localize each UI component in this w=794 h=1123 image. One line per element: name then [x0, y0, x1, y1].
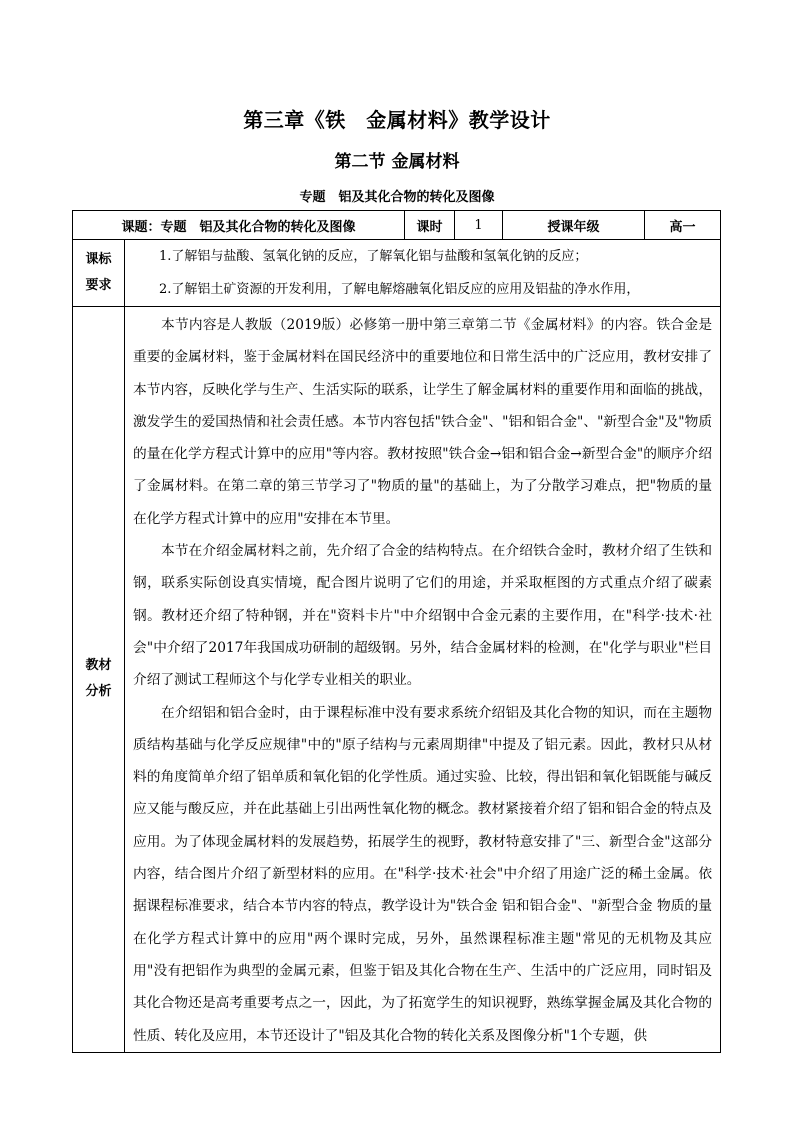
- analysis-paragraph-3: 在介绍铝和铝合金时，由于课程标准中没有要求系统介绍铝及其化合物的知识，而在主题物质结构基础与化学反应规律"中的"原子结构与元素周期律"中提及了铝元素。因此，教材只从材料的角度简单介绍了铝单质和氧化铝的化学性质。通过实验、比较，得出铝和氧化铝既能与碱反应又能与酸反应，并在此基础上引出两性氧化物的概念。教材紧接着介绍了铝和铝合金的特点及应用。为了体现金属材料的发展趋势，拓展学生的视野，教材特意安排了"三、新型合金"这部分内容，结合图片介绍了新型材料的应用。在"科学·技术·社会"中介绍了用途广泛的稀土金属。依据课程标准要求，结合本节内容的特点，教学设计为"铁合金 铝和铝合金"、"新型合金 物质的量在化学方程式计算中的应用"两个课时完成，另外，虽然课程标准主题"常见的无机物及其应用"没有把铝作为典型的金属元素，但鉴于铝及其化合物在生产、生活中的广泛应用，同时铝及其化合物还是高考重要考点之一，因此，为了拓宽学生的知识视野，熟练掌握金属及其化合物的性质、转化及应用，本节还设计了"铝及其化合物的转化关系及图像分析"1个专题，供: [133, 704, 713, 1044]
- requirements-label-cell: [73, 240, 125, 307]
- topic-label-cell: 课题：专题 铝及其化合物的转化及图像: [73, 211, 405, 240]
- period-label-cell: 课时: [405, 211, 455, 240]
- requirements-content-cell: [125, 240, 721, 307]
- requirements-label-line1: 课标: [85, 252, 112, 267]
- analysis-row: [73, 307, 721, 1053]
- grade-value-cell: 高一: [645, 211, 721, 240]
- section-title: 第二节 金属材料: [334, 152, 460, 172]
- grade-label-cell: 授课年级: [503, 211, 645, 240]
- topic-title: 专题 铝及其化合物的转化及图像: [299, 190, 495, 205]
- chapter-title: 第三章《铁 金属材料》教学设计: [243, 108, 551, 132]
- analysis-paragraph-1: 本节内容是人教版（2019版）必修第一册中第三章第二节《金属材料》的内容。铁合金是重要的金属材料，鉴于金属材料在国民经济中的重要地位和日常生活中的广泛应用，教材安排了本节内容，反映化学与生产、生活实际的联系，让学生了解金属材料的重要作用和面临的挑战，激发学生的爱国热情和社会责任感。本节内容包括"铁合金"、"铝和铝合金"、"新型合金"及"物质的量在化学方程式计算中的应用"等内容。教材按照"铁合金→铝和铝合金→新型合金"的顺序介绍了金属材料。在第二章的第三节学习了"物质的量"的基础上，为了分散学习难点，把"物质的量在化学方程式计算中的应用"安排在本节里。: [133, 317, 713, 527]
- analysis-label-line2: 分析: [85, 684, 112, 700]
- analysis-paragraph-2: 本节在介绍金属材料之前，先介绍了合金的结构特点。在介绍铁合金时，教材介绍了生铁和钢，联系实际创设真实情境，配合图片说明了它们的用途，并采取框图的方式重点介绍了碳素钢。教材还介绍了特种钢，并在"资料卡片"中介绍钢中合金元素的主要作用，在"科学·技术·社会"中介绍了2017年我国成功研制的超级钢。另外，结合金属材料的检测，在"化学与职业"栏目介绍了测试工程师这个与化学专业相关的职业。: [133, 543, 713, 689]
- analysis-label-line1: 教材: [85, 658, 112, 674]
- analysis-label-cell: [73, 307, 125, 1053]
- requirement-item-1: 1.了解铝与盐酸、氢氧化钠的反应，了解氧化铝与盐酸和氢氧化钠的反应；: [159, 249, 588, 264]
- requirements-row: [73, 240, 721, 307]
- period-value-cell: 1: [455, 211, 503, 240]
- requirement-item-2: 2.了解铝土矿资源的开发利用，了解电解熔融氧化铝反应的应用及铝盐的净水作用，: [159, 282, 640, 297]
- lesson-plan-table: [72, 210, 721, 1053]
- analysis-content-cell: [125, 307, 721, 1053]
- table-header-row: [73, 211, 721, 240]
- requirements-label-line2: 要求: [85, 278, 112, 293]
